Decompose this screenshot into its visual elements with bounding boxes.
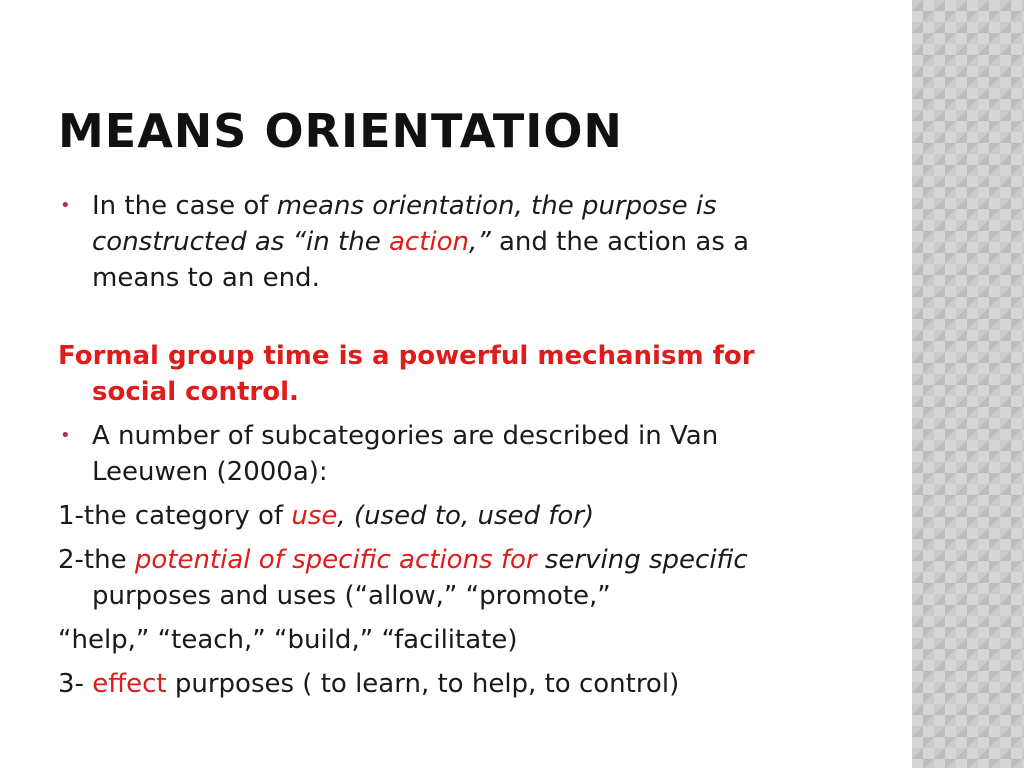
text-run: 3- xyxy=(58,669,93,699)
text-run-italic-red: use xyxy=(291,501,338,531)
bullet-icon: • xyxy=(60,425,71,446)
text-run-italic: ,” xyxy=(469,227,491,257)
text-run: 1-the category of xyxy=(58,501,292,531)
list-item-1 xyxy=(58,498,798,534)
slide-body xyxy=(58,188,798,710)
text-run-italic: means orientation, the purpose is constructed as “in the xyxy=(92,191,717,257)
text-run: 2-the xyxy=(58,545,135,575)
text-run: and the action as a means to an end. xyxy=(92,227,750,293)
highlight-paragraph xyxy=(58,338,798,410)
list-item-3 xyxy=(58,666,798,702)
bullet-icon: • xyxy=(60,195,71,216)
list-item-2-continuation xyxy=(58,622,798,658)
text-run: purposes and uses (“allow,” “promote,” xyxy=(92,581,611,611)
decorative-side-pattern xyxy=(912,0,1024,768)
bullet-paragraph-means-orientation xyxy=(58,188,798,296)
text-run: In the case of xyxy=(92,191,277,221)
spacer xyxy=(58,304,798,338)
text-run-red: effect xyxy=(92,669,167,699)
slide-title: MEANS ORIENTATION xyxy=(58,104,623,158)
text-run-italic-red: action xyxy=(388,227,469,257)
text-run: A number of subcategories are described in Van Leeuwen (2000a): xyxy=(92,421,719,487)
list-item-2 xyxy=(58,542,798,614)
bullet-paragraph-subcategories xyxy=(58,418,798,490)
text-run: “help,” “teach,” “build,” “facilitate) xyxy=(58,625,518,655)
text-run-italic: , (used to, used for) xyxy=(337,501,595,531)
text-run-bold-red: Formal group time is a powerful mechanism for social control. xyxy=(58,341,755,407)
text-run-italic-red: potential of specific actions for xyxy=(134,545,537,575)
text-run: purposes ( to learn, to help, to control) xyxy=(166,669,680,699)
text-run-italic: serving specific xyxy=(536,545,748,575)
